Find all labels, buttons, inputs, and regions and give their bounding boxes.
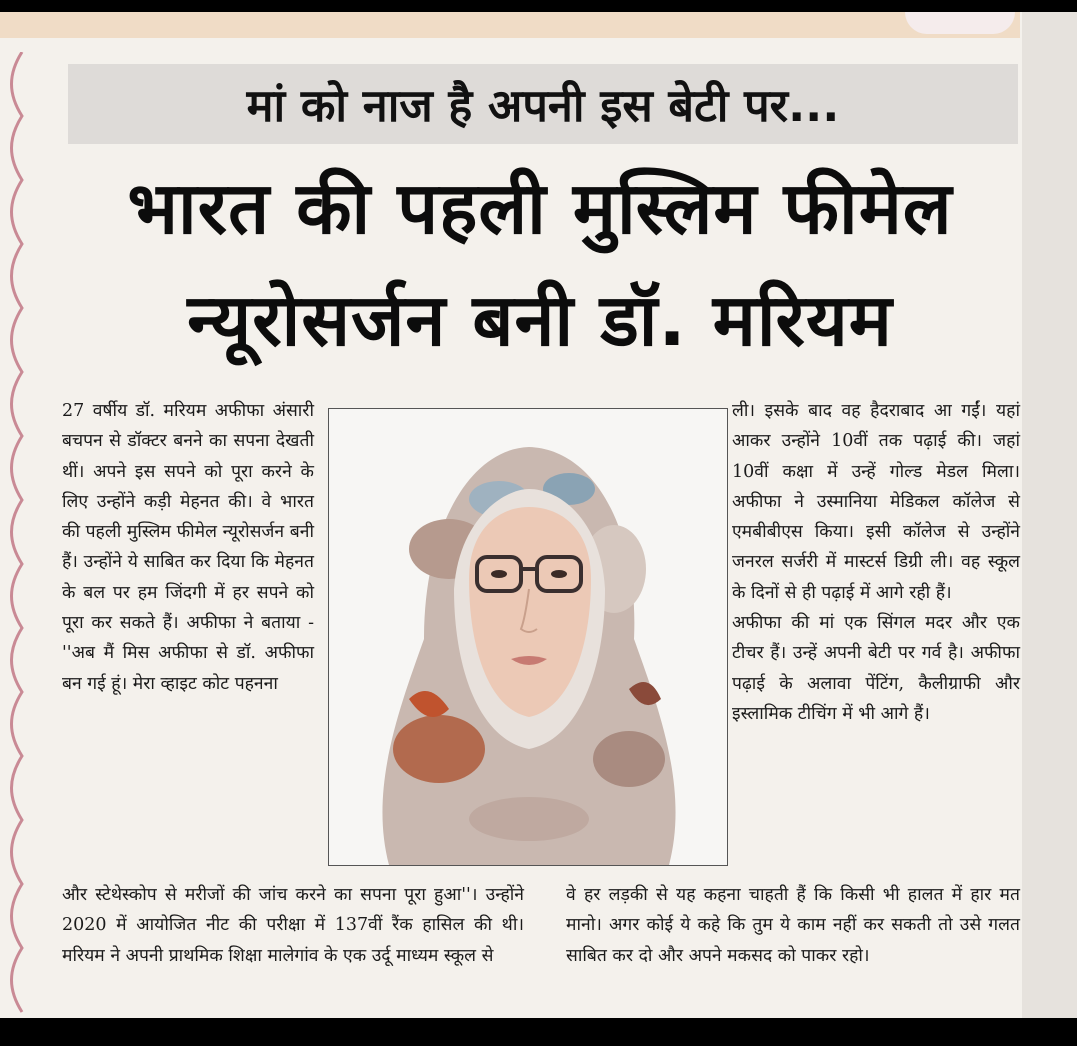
article-bottom-right: वे हर लड़की से यह कहना चाहती हैं कि किसी भी हालत में हार मत मानो। अगर कोई ये कहे कि तुम ये काम नहीं कर सकती तो उसे गलत साबित कर दो और अपने मकसद को पाकर रहो। bbox=[566, 885, 1020, 966]
top-decorative-strip bbox=[0, 12, 1020, 38]
right-column-paragraph-1: ली। इसके बाद वह हैदराबाद आ गईं। यहां आकर उन्होंने 10वीं तक पढ़ाई की। जहां 10वीं कक्षा में उन्हें गोल्ड मेडल मिला। अफीफा ने उस्मानिया मेडिकल कॉलेज से एमबीबीएस किया। इसी कॉलेज से उन्होंने जनरल सर्जरी में मास्टर्स डिग्री ली। वह स्कूल के दिनों से ही पढ़ाई में आगे रही हैं। bbox=[732, 401, 1020, 603]
right-page-margin bbox=[1022, 12, 1077, 1018]
article-left-column: 27 वर्षीय डॉ. मरियम अफीफा अंसारी बचपन से डॉक्टर बनने का सपना देखती थीं। अपने इस सपने को पूरा करने के लिए उन्होंने कड़ी मेहनत की। वे भारत की पहली मुस्लिम फीमेल न्यूरोसर्जन बनी हैं। उन्होंने ये साबित कर दिया कि मेहनत के बल पर हम जिंदगी में हर सपने को पूरा कर सकते हैं। अफीफा ने बताया - ''अब मैं मिस अफीफा से डॉ. अफीफा बन गई हूं। मेरा व्हाइट कोट पहनना bbox=[62, 401, 314, 694]
kicker-headline: मां को नाज है अपनी इस बेटी पर... bbox=[68, 64, 1018, 144]
article-right-column bbox=[732, 396, 1020, 729]
top-strip-ornament bbox=[905, 12, 1015, 34]
headline-line-1: भारत की पहली मुस्लिम फीमेल bbox=[127, 166, 953, 250]
decorative-wavy-border bbox=[0, 52, 46, 1022]
portrait-photo bbox=[328, 408, 728, 866]
portrait-illustration bbox=[329, 409, 727, 865]
headline-line-2: न्यूरोसर्जन बनी डॉ. मरियम bbox=[187, 278, 893, 362]
right-column-paragraph-2: अफीफा की मां एक सिंगल मदर और एक टीचर हैं। उन्हें अपनी बेटी पर गर्व है। अफीफा पढ़ाई के अलावा पेंटिंग, कैलीग्राफी और इस्लामिक टीचिंग में भी आगे हैं। bbox=[732, 613, 1020, 724]
newspaper-clipping bbox=[0, 12, 1077, 1018]
article-bottom-left: और स्टेथेस्कोप से मरीजों की जांच करने का सपना पूरा हुआ''। उन्होंने 2020 में आयोजित नीट की परीक्षा में 137वीं रैंक हासिल की थी। मरियम ने अपनी प्राथमिक शिक्षा मालेगांव के एक उर्दू माध्यम स्कूल से bbox=[62, 885, 524, 966]
